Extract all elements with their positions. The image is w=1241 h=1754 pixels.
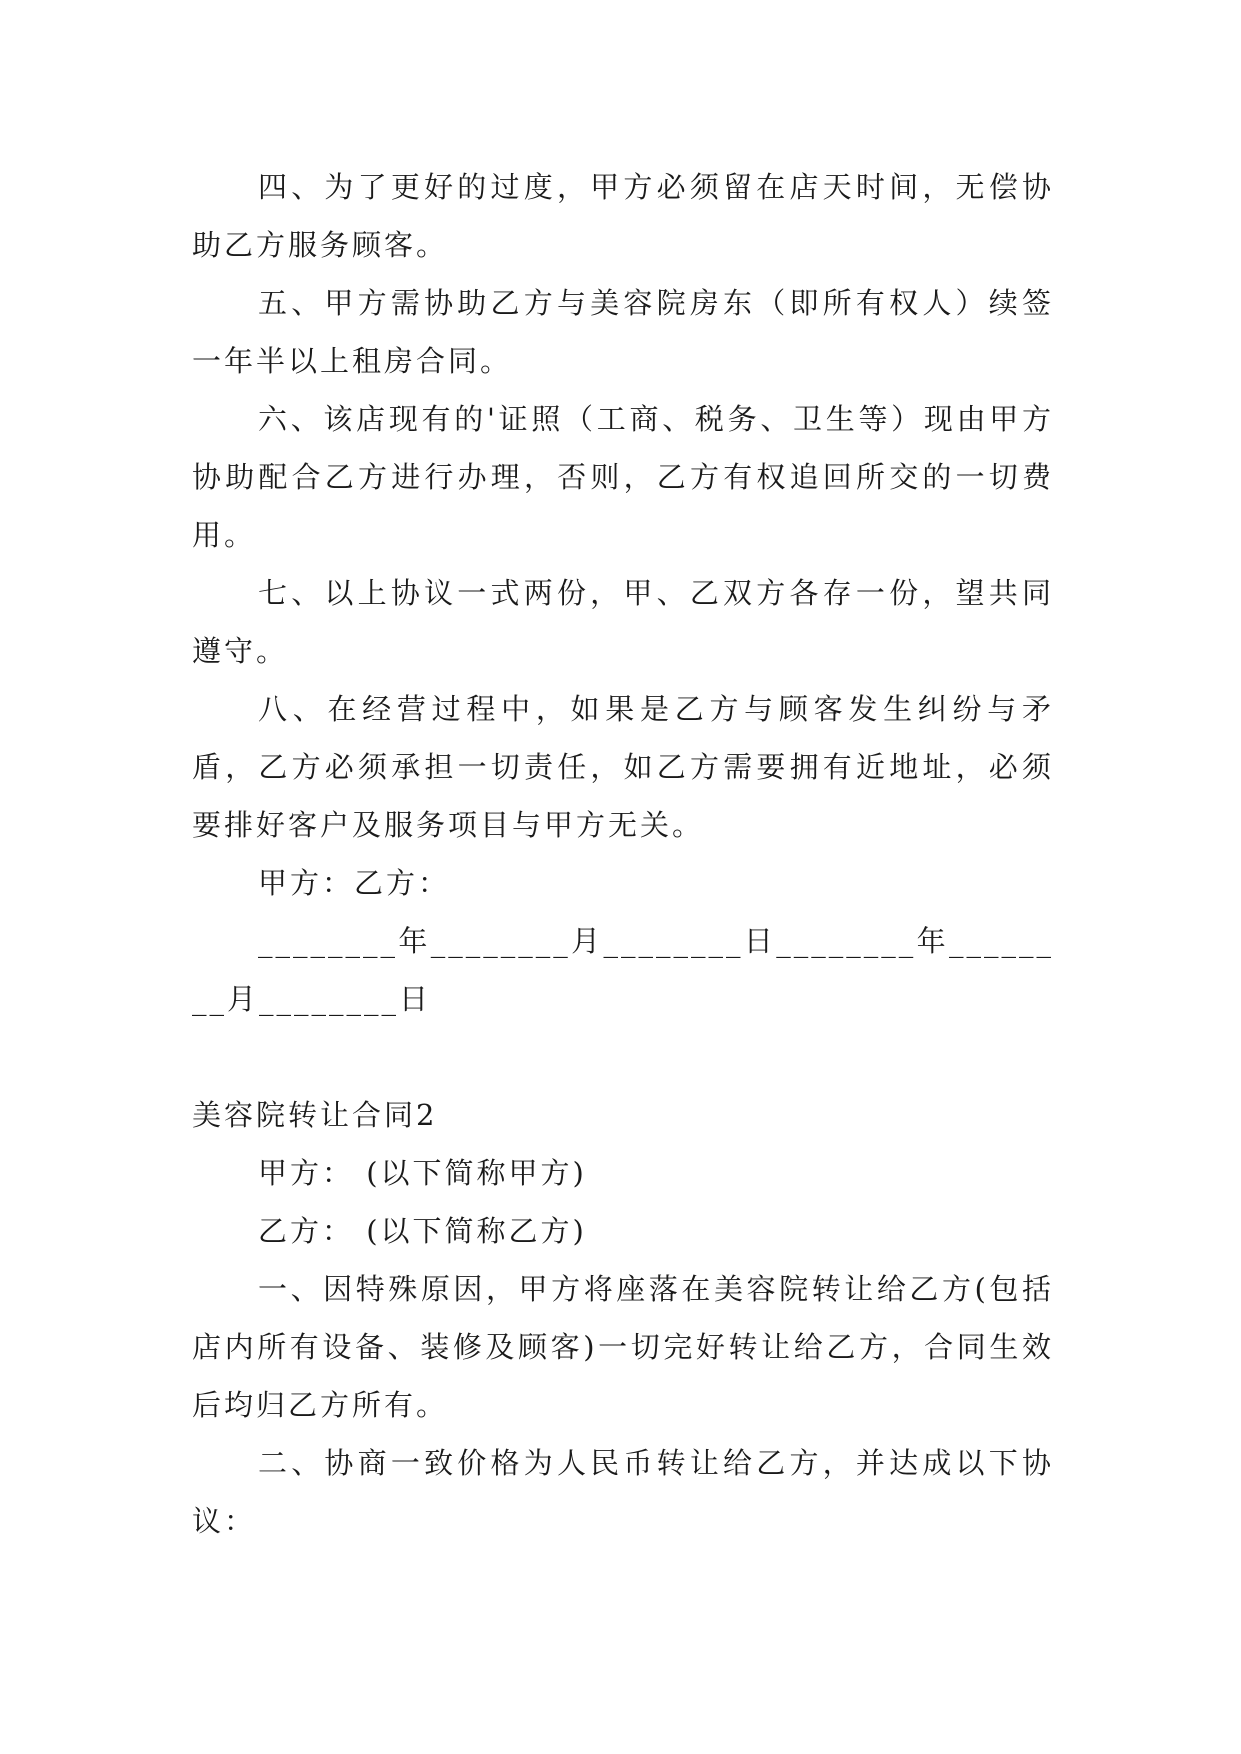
party-b-line: 乙方： (以下简称乙方): [258, 1214, 587, 1248]
clause-four: 四、为了更好的过度，甲方必须留在店天时间，无偿协助乙方服务顾客。: [192, 170, 1054, 262]
clause-one: 一、因特殊原因，甲方将座落在美容院转让给乙方(包括店内所有设备、装修及顾客)一切完好转让给乙方，合同生效后均归乙方所有。: [192, 1272, 1054, 1422]
clause-six: 六、该店现有的'证照（工商、税务、卫生等）现由甲方协助配合乙方进行办理，否则，乙方有权追回所交的一切费用。: [192, 402, 1054, 552]
clause-eight: 八、在经营过程中，如果是乙方与顾客发生纠纷与矛盾，乙方必须承担一切责任，如乙方需要拥有近地址，必须要排好客户及服务项目与甲方无关。: [192, 692, 1054, 842]
date-line: ________年________月________日________年________月________日: [192, 924, 1054, 1016]
party-a-line: 甲方： (以下简称甲方): [258, 1156, 587, 1190]
clause-five: 五、甲方需协助乙方与美容院房东（即所有权人）续签一年半以上租房合同。: [192, 286, 1054, 378]
clause-two: 二、协商一致价格为人民币转让给乙方，并达成以下协议：: [192, 1446, 1054, 1538]
signature-line: 甲方：乙方：: [258, 866, 451, 900]
section-title: 美容院转让合同2: [192, 1098, 438, 1132]
document-content: [192, 158, 1054, 1550]
clause-seven: 七、以上协议一式两份，甲、乙双方各存一份，望共同遵守。: [192, 576, 1054, 668]
